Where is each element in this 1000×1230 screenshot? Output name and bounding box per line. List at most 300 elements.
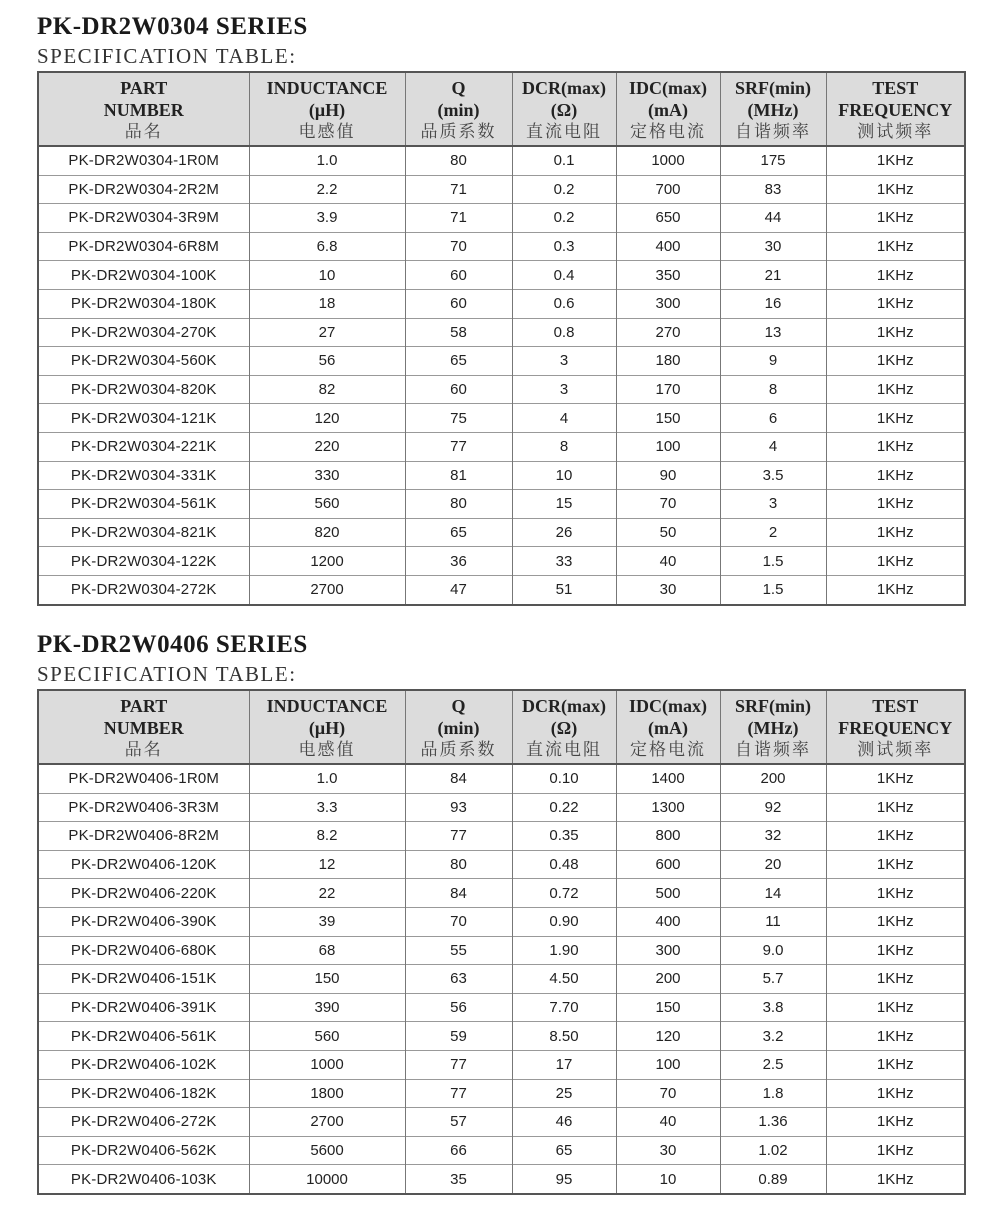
cell-idc-max: 400: [616, 907, 720, 936]
cell-test-frequency: 1KHz: [826, 375, 965, 404]
cell-test-frequency: 1KHz: [826, 1050, 965, 1079]
header-label-chinese: 直流电阻: [526, 122, 602, 142]
cell-test-frequency: 1KHz: [826, 404, 965, 433]
table-row: [38, 175, 965, 204]
cell-inductance: 56: [249, 347, 405, 376]
header-label-chinese: 定格电流: [630, 740, 706, 760]
cell-idc-max: 300: [616, 936, 720, 965]
cell-test-frequency: 1KHz: [826, 261, 965, 290]
cell-part-number: PK-DR2W0406-390K: [38, 907, 249, 936]
header-label: (mA): [648, 100, 688, 120]
cell-q-min: 80: [405, 146, 512, 175]
cell-part-number: PK-DR2W0304-272K: [38, 575, 249, 604]
cell-dcr-max: 7.70: [512, 993, 616, 1022]
cell-part-number: PK-DR2W0304-122K: [38, 547, 249, 576]
table-row: [38, 547, 965, 576]
cell-dcr-max: 4.50: [512, 965, 616, 994]
cell-srf-min: 2.5: [720, 1050, 826, 1079]
cell-part-number: PK-DR2W0406-8R2M: [38, 822, 249, 851]
cell-q-min: 77: [405, 432, 512, 461]
table-row: [38, 146, 965, 175]
cell-srf-min: 3: [720, 490, 826, 519]
cell-inductance: 220: [249, 432, 405, 461]
column-header-test-frequency: [826, 690, 965, 764]
cell-srf-min: 8: [720, 375, 826, 404]
table-row: [38, 318, 965, 347]
cell-idc-max: 600: [616, 850, 720, 879]
table-row: [38, 261, 965, 290]
cell-dcr-max: 0.90: [512, 907, 616, 936]
cell-srf-min: 1.02: [720, 1136, 826, 1165]
cell-test-frequency: 1KHz: [826, 822, 965, 851]
cell-test-frequency: 1KHz: [826, 850, 965, 879]
cell-srf-min: 20: [720, 850, 826, 879]
cell-idc-max: 400: [616, 232, 720, 261]
header-label: NUMBER: [103, 100, 184, 120]
cell-inductance: 1000: [249, 1050, 405, 1079]
cell-srf-min: 1.5: [720, 575, 826, 604]
cell-q-min: 84: [405, 764, 512, 793]
table-row: [38, 1079, 965, 1108]
cell-idc-max: 70: [616, 490, 720, 519]
cell-dcr-max: 0.1: [512, 146, 616, 175]
header-label-chinese: 测试频率: [857, 122, 934, 142]
header-label: (min): [437, 718, 480, 738]
cell-dcr-max: 0.2: [512, 204, 616, 233]
cell-q-min: 57: [405, 1108, 512, 1137]
cell-test-frequency: 1KHz: [826, 289, 965, 318]
cell-srf-min: 0.89: [720, 1165, 826, 1194]
table-row: [38, 879, 965, 908]
cell-q-min: 35: [405, 1165, 512, 1194]
cell-test-frequency: 1KHz: [826, 1165, 965, 1194]
cell-dcr-max: 0.3: [512, 232, 616, 261]
cell-test-frequency: 1KHz: [826, 993, 965, 1022]
cell-dcr-max: 33: [512, 547, 616, 576]
cell-idc-max: 170: [616, 375, 720, 404]
cell-srf-min: 30: [720, 232, 826, 261]
cell-part-number: PK-DR2W0304-560K: [38, 347, 249, 376]
header-label: (Ω): [550, 100, 578, 120]
table-row: [38, 461, 965, 490]
cell-dcr-max: 51: [512, 575, 616, 604]
cell-idc-max: 180: [616, 347, 720, 376]
cell-dcr-max: 8: [512, 432, 616, 461]
table-row: [38, 764, 965, 793]
cell-part-number: PK-DR2W0304-6R8M: [38, 232, 249, 261]
table-row: [38, 907, 965, 936]
table-row: [38, 204, 965, 233]
spec-table: [37, 71, 966, 606]
column-header-idc-max: [616, 72, 720, 146]
cell-q-min: 60: [405, 289, 512, 318]
header-label: SRF(min): [735, 78, 811, 98]
cell-q-min: 65: [405, 347, 512, 376]
series-title: PK-DR2W0304 SERIES: [37, 13, 308, 40]
header-label-chinese: 电感值: [298, 740, 356, 760]
cell-inductance: 1800: [249, 1079, 405, 1108]
cell-inductance: 27: [249, 318, 405, 347]
cell-q-min: 55: [405, 936, 512, 965]
cell-q-min: 70: [405, 907, 512, 936]
cell-inductance: 1.0: [249, 764, 405, 793]
header-label-chinese: 定格电流: [630, 122, 706, 142]
cell-idc-max: 1000: [616, 146, 720, 175]
cell-test-frequency: 1KHz: [826, 793, 965, 822]
cell-part-number: PK-DR2W0304-3R9M: [38, 204, 249, 233]
cell-q-min: 81: [405, 461, 512, 490]
cell-dcr-max: 8.50: [512, 1022, 616, 1051]
header-label: FREQUENCY: [838, 718, 953, 738]
cell-idc-max: 30: [616, 575, 720, 604]
cell-idc-max: 270: [616, 318, 720, 347]
cell-idc-max: 150: [616, 404, 720, 433]
cell-inductance: 22: [249, 879, 405, 908]
header-label: (min): [437, 100, 480, 120]
cell-test-frequency: 1KHz: [826, 490, 965, 519]
cell-srf-min: 6: [720, 404, 826, 433]
cell-dcr-max: 0.4: [512, 261, 616, 290]
cell-srf-min: 3.2: [720, 1022, 826, 1051]
cell-test-frequency: 1KHz: [826, 204, 965, 233]
cell-q-min: 66: [405, 1136, 512, 1165]
cell-dcr-max: 65: [512, 1136, 616, 1165]
cell-q-min: 84: [405, 879, 512, 908]
cell-q-min: 59: [405, 1022, 512, 1051]
table-row: [38, 1165, 965, 1194]
column-header-test-frequency: [826, 72, 965, 146]
cell-q-min: 63: [405, 965, 512, 994]
cell-part-number: PK-DR2W0406-220K: [38, 879, 249, 908]
cell-q-min: 80: [405, 490, 512, 519]
cell-dcr-max: 0.6: [512, 289, 616, 318]
cell-test-frequency: 1KHz: [826, 1079, 965, 1108]
header-label: DCR(max): [522, 78, 606, 98]
cell-inductance: 150: [249, 965, 405, 994]
cell-idc-max: 40: [616, 547, 720, 576]
cell-dcr-max: 4: [512, 404, 616, 433]
cell-srf-min: 175: [720, 146, 826, 175]
cell-idc-max: 150: [616, 993, 720, 1022]
cell-inductance: 560: [249, 490, 405, 519]
table-row: [38, 822, 965, 851]
cell-srf-min: 3.8: [720, 993, 826, 1022]
table-row: [38, 490, 965, 519]
cell-part-number: PK-DR2W0304-331K: [38, 461, 249, 490]
cell-part-number: PK-DR2W0406-680K: [38, 936, 249, 965]
cell-dcr-max: 46: [512, 1108, 616, 1137]
header-label: (mA): [648, 718, 688, 738]
cell-srf-min: 3.5: [720, 461, 826, 490]
cell-inductance: 10: [249, 261, 405, 290]
cell-part-number: PK-DR2W0406-120K: [38, 850, 249, 879]
cell-test-frequency: 1KHz: [826, 146, 965, 175]
cell-idc-max: 100: [616, 432, 720, 461]
cell-srf-min: 13: [720, 318, 826, 347]
cell-part-number: PK-DR2W0304-821K: [38, 518, 249, 547]
cell-idc-max: 800: [616, 822, 720, 851]
cell-inductance: 820: [249, 518, 405, 547]
header-label-chinese: 自谐频率: [735, 740, 811, 760]
header-label-chinese: 品质系数: [420, 740, 497, 760]
cell-srf-min: 32: [720, 822, 826, 851]
column-header-part-number: [38, 72, 249, 146]
column-header-srf-min: [720, 72, 826, 146]
cell-part-number: PK-DR2W0304-561K: [38, 490, 249, 519]
cell-dcr-max: 0.2: [512, 175, 616, 204]
cell-inductance: 5600: [249, 1136, 405, 1165]
cell-srf-min: 1.36: [720, 1108, 826, 1137]
table-header-row: [38, 690, 965, 764]
cell-q-min: 60: [405, 261, 512, 290]
cell-inductance: 2700: [249, 1108, 405, 1137]
column-header-srf-min: [720, 690, 826, 764]
cell-dcr-max: 10: [512, 461, 616, 490]
cell-inductance: 3.9: [249, 204, 405, 233]
series-section-0406: [37, 630, 964, 1195]
cell-inductance: 3.3: [249, 793, 405, 822]
cell-part-number: PK-DR2W0406-272K: [38, 1108, 249, 1137]
cell-idc-max: 350: [616, 261, 720, 290]
cell-part-number: PK-DR2W0406-1R0M: [38, 764, 249, 793]
table-row: [38, 518, 965, 547]
cell-inductance: 6.8: [249, 232, 405, 261]
cell-inductance: 1.0: [249, 146, 405, 175]
table-row: [38, 375, 965, 404]
header-label: (μH): [308, 100, 346, 120]
cell-test-frequency: 1KHz: [826, 347, 965, 376]
table-row: [38, 1108, 965, 1137]
table-row: [38, 850, 965, 879]
cell-inductance: 68: [249, 936, 405, 965]
cell-srf-min: 5.7: [720, 965, 826, 994]
header-label: NUMBER: [103, 718, 184, 738]
cell-inductance: 8.2: [249, 822, 405, 851]
cell-idc-max: 50: [616, 518, 720, 547]
header-label: TEST: [872, 696, 919, 716]
cell-q-min: 70: [405, 232, 512, 261]
header-label: (MHz): [747, 718, 799, 738]
cell-test-frequency: 1KHz: [826, 1022, 965, 1051]
cell-dcr-max: 0.35: [512, 822, 616, 851]
cell-part-number: PK-DR2W0304-180K: [38, 289, 249, 318]
column-header-dcr-max: [512, 72, 616, 146]
cell-part-number: PK-DR2W0406-151K: [38, 965, 249, 994]
cell-dcr-max: 0.10: [512, 764, 616, 793]
cell-q-min: 58: [405, 318, 512, 347]
header-label: SRF(min): [735, 696, 811, 716]
cell-inductance: 12: [249, 850, 405, 879]
cell-inductance: 82: [249, 375, 405, 404]
cell-inductance: 390: [249, 993, 405, 1022]
table-row: [38, 993, 965, 1022]
cell-idc-max: 100: [616, 1050, 720, 1079]
cell-inductance: 120: [249, 404, 405, 433]
cell-q-min: 47: [405, 575, 512, 604]
cell-test-frequency: 1KHz: [826, 547, 965, 576]
header-label-chinese: 电感值: [298, 122, 356, 142]
cell-srf-min: 16: [720, 289, 826, 318]
cell-srf-min: 200: [720, 764, 826, 793]
header-label: DCR(max): [522, 696, 606, 716]
cell-dcr-max: 25: [512, 1079, 616, 1108]
header-label: INDUCTANCE: [266, 696, 388, 716]
cell-idc-max: 1400: [616, 764, 720, 793]
table-row: [38, 1050, 965, 1079]
cell-idc-max: 700: [616, 175, 720, 204]
cell-idc-max: 30: [616, 1136, 720, 1165]
cell-test-frequency: 1KHz: [826, 575, 965, 604]
cell-inductance: 330: [249, 461, 405, 490]
cell-idc-max: 90: [616, 461, 720, 490]
cell-part-number: PK-DR2W0304-100K: [38, 261, 249, 290]
column-header-q-min: [405, 690, 512, 764]
cell-srf-min: 14: [720, 879, 826, 908]
table-row: [38, 432, 965, 461]
header-label-chinese: 品名: [124, 122, 163, 142]
cell-test-frequency: 1KHz: [826, 432, 965, 461]
cell-srf-min: 9: [720, 347, 826, 376]
cell-idc-max: 70: [616, 1079, 720, 1108]
cell-idc-max: 200: [616, 965, 720, 994]
header-label: INDUCTANCE: [266, 78, 388, 98]
header-label-chinese: 品质系数: [420, 122, 497, 142]
header-label-chinese: 自谐频率: [735, 122, 811, 142]
cell-q-min: 77: [405, 1079, 512, 1108]
cell-test-frequency: 1KHz: [826, 965, 965, 994]
cell-srf-min: 21: [720, 261, 826, 290]
column-header-part-number: [38, 690, 249, 764]
table-row: [38, 965, 965, 994]
cell-part-number: PK-DR2W0406-561K: [38, 1022, 249, 1051]
cell-idc-max: 120: [616, 1022, 720, 1051]
cell-srf-min: 1.5: [720, 547, 826, 576]
cell-inductance: 39: [249, 907, 405, 936]
cell-test-frequency: 1KHz: [826, 175, 965, 204]
cell-idc-max: 500: [616, 879, 720, 908]
cell-dcr-max: 1.90: [512, 936, 616, 965]
cell-dcr-max: 17: [512, 1050, 616, 1079]
cell-q-min: 77: [405, 822, 512, 851]
cell-part-number: PK-DR2W0304-121K: [38, 404, 249, 433]
column-header-inductance: [249, 690, 405, 764]
cell-q-min: 36: [405, 547, 512, 576]
table-row: [38, 1022, 965, 1051]
header-label: Q: [451, 696, 466, 716]
cell-part-number: PK-DR2W0406-562K: [38, 1136, 249, 1165]
cell-q-min: 60: [405, 375, 512, 404]
cell-dcr-max: 0.22: [512, 793, 616, 822]
cell-inductance: 1200: [249, 547, 405, 576]
cell-q-min: 65: [405, 518, 512, 547]
cell-q-min: 80: [405, 850, 512, 879]
cell-test-frequency: 1KHz: [826, 232, 965, 261]
header-label: PART: [120, 78, 168, 98]
cell-part-number: PK-DR2W0304-1R0M: [38, 146, 249, 175]
cell-inductance: 2700: [249, 575, 405, 604]
cell-q-min: 71: [405, 204, 512, 233]
header-label: (MHz): [747, 100, 799, 120]
spec-table: [37, 689, 966, 1195]
cell-part-number: PK-DR2W0406-102K: [38, 1050, 249, 1079]
table-row: [38, 404, 965, 433]
cell-srf-min: 1.8: [720, 1079, 826, 1108]
cell-dcr-max: 15: [512, 490, 616, 519]
cell-idc-max: 40: [616, 1108, 720, 1137]
table-row: [38, 289, 965, 318]
table-row: [38, 793, 965, 822]
cell-idc-max: 10: [616, 1165, 720, 1194]
cell-test-frequency: 1KHz: [826, 461, 965, 490]
column-header-idc-max: [616, 690, 720, 764]
cell-inductance: 18: [249, 289, 405, 318]
header-label: IDC(max): [629, 78, 707, 98]
cell-test-frequency: 1KHz: [826, 764, 965, 793]
spec-table-subtitle: SPECIFICATION TABLE:: [37, 44, 297, 68]
cell-q-min: 71: [405, 175, 512, 204]
cell-idc-max: 300: [616, 289, 720, 318]
cell-part-number: PK-DR2W0304-270K: [38, 318, 249, 347]
header-label: PART: [120, 696, 168, 716]
table-row: [38, 936, 965, 965]
series-section-0304: [37, 12, 964, 606]
header-label: (μH): [308, 718, 346, 738]
cell-dcr-max: 95: [512, 1165, 616, 1194]
cell-dcr-max: 3: [512, 347, 616, 376]
cell-part-number: PK-DR2W0406-391K: [38, 993, 249, 1022]
cell-srf-min: 92: [720, 793, 826, 822]
cell-dcr-max: 26: [512, 518, 616, 547]
cell-part-number: PK-DR2W0304-221K: [38, 432, 249, 461]
table-row: [38, 1136, 965, 1165]
table-row: [38, 232, 965, 261]
cell-test-frequency: 1KHz: [826, 518, 965, 547]
header-label-chinese: 测试频率: [857, 740, 934, 760]
cell-inductance: 2.2: [249, 175, 405, 204]
table-header-row: [38, 72, 965, 146]
table-row: [38, 575, 965, 604]
cell-inductance: 10000: [249, 1165, 405, 1194]
column-header-q-min: [405, 72, 512, 146]
header-label: Q: [451, 78, 466, 98]
cell-part-number: PK-DR2W0406-103K: [38, 1165, 249, 1194]
cell-dcr-max: 3: [512, 375, 616, 404]
cell-idc-max: 1300: [616, 793, 720, 822]
cell-srf-min: 2: [720, 518, 826, 547]
cell-dcr-max: 0.48: [512, 850, 616, 879]
cell-dcr-max: 0.72: [512, 879, 616, 908]
header-label-chinese: 品名: [124, 740, 163, 760]
cell-q-min: 75: [405, 404, 512, 433]
cell-test-frequency: 1KHz: [826, 1108, 965, 1137]
cell-test-frequency: 1KHz: [826, 936, 965, 965]
cell-srf-min: 4: [720, 432, 826, 461]
header-label: TEST: [872, 78, 919, 98]
cell-test-frequency: 1KHz: [826, 318, 965, 347]
cell-q-min: 56: [405, 993, 512, 1022]
cell-test-frequency: 1KHz: [826, 879, 965, 908]
cell-inductance: 560: [249, 1022, 405, 1051]
cell-srf-min: 44: [720, 204, 826, 233]
column-header-dcr-max: [512, 690, 616, 764]
cell-q-min: 93: [405, 793, 512, 822]
cell-part-number: PK-DR2W0406-182K: [38, 1079, 249, 1108]
header-label: IDC(max): [629, 696, 707, 716]
cell-srf-min: 83: [720, 175, 826, 204]
header-label: FREQUENCY: [838, 100, 953, 120]
series-title: PK-DR2W0406 SERIES: [37, 631, 308, 658]
spec-table-subtitle: SPECIFICATION TABLE:: [37, 662, 297, 686]
